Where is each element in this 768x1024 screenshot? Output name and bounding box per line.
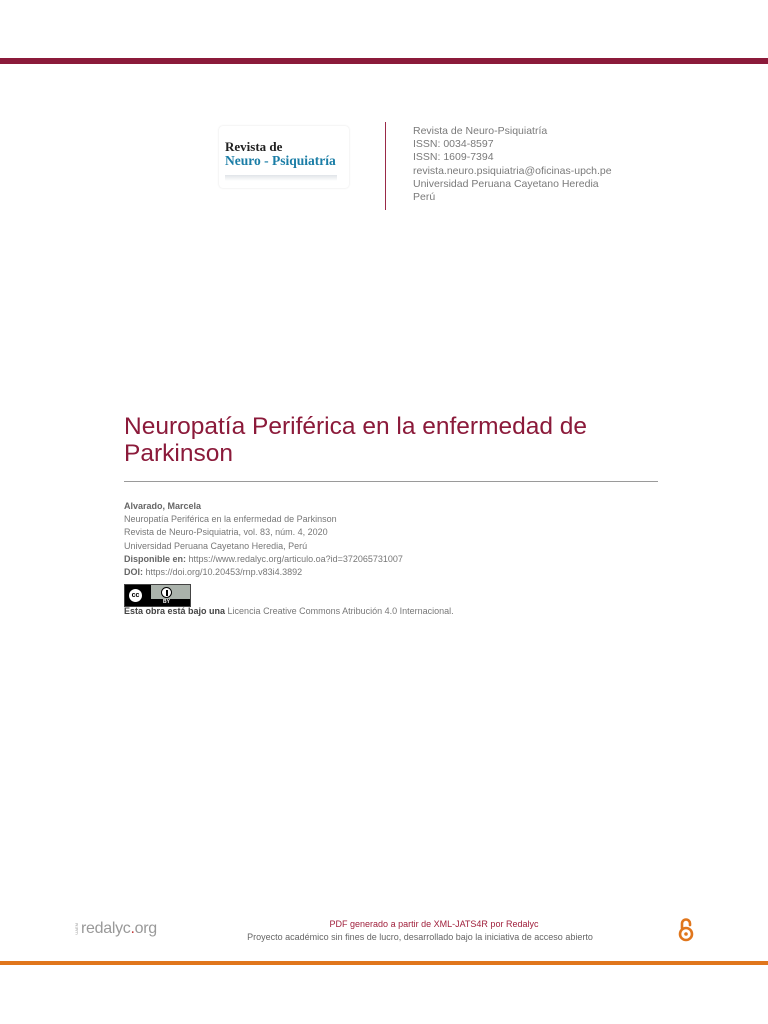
footer-project-note: Proyecto académico sin fines de lucro, desarrollado bajo la iniciativa de acceso abierto xyxy=(247,932,593,942)
license-statement xyxy=(124,606,454,616)
top-accent-bar xyxy=(0,58,768,64)
redalyc-word-org: org xyxy=(134,920,157,937)
creative-commons-badge[interactable] xyxy=(124,584,191,607)
redalyc-word-dot: . xyxy=(130,920,135,937)
article-university: Universidad Peruana Cayetano Heredia, Perú xyxy=(124,540,308,551)
doi-label: DOI: xyxy=(124,567,143,578)
logo-line-2: Neuro - Psiquiatría xyxy=(225,153,336,168)
title-divider xyxy=(124,481,658,482)
cc-by-label: BY xyxy=(163,599,170,605)
article-title-line: Neuropatía Periférica en la enfermedad de Parkinson xyxy=(124,514,337,525)
article-title: Neuropatía Periférica en la enfermedad de Parkinson xyxy=(124,413,588,467)
cc-badge-strip xyxy=(151,599,190,606)
license-link[interactable]: Licencia Creative Commons Atribución 4.0 Internacional. xyxy=(227,606,454,616)
bottom-accent-bar xyxy=(0,961,768,965)
header-divider xyxy=(385,122,386,210)
journal-publisher: Universidad Peruana Cayetano Heredia xyxy=(413,177,599,190)
logo-line-1: Revista de xyxy=(225,139,283,154)
attribution-person-icon xyxy=(161,587,172,598)
journal-name: Revista de Neuro-Psiquiatría xyxy=(413,125,548,137)
open-access-icon xyxy=(678,917,694,942)
journal-email[interactable]: revista.neuro.psiquiatria@oficinas-upch.pe xyxy=(413,164,612,177)
article-author: Alvarado, Marcela xyxy=(124,501,202,511)
doi-link[interactable]: https://doi.org/10.20453/rnp.v83i4.3892 xyxy=(145,567,303,578)
logo-reflection xyxy=(225,175,337,181)
redalyc-word-red: red xyxy=(81,920,104,937)
uaem-label: UAEM xyxy=(74,923,79,935)
journal-country: Perú xyxy=(413,191,436,204)
redalyc-word-alyc: alyc xyxy=(103,920,131,937)
cc-icon-text: cc xyxy=(131,592,140,599)
available-link[interactable]: https://www.redalyc.org/articulo.oa?id=372065731007 xyxy=(188,553,403,564)
issn-print: ISSN: 0034-8597 xyxy=(413,138,494,151)
footer-generated-note: PDF generado a partir de XML-JATS4R por Redalyc xyxy=(329,919,539,929)
available-label: Disponible en: xyxy=(124,553,187,564)
redalyc-logo[interactable] xyxy=(74,920,157,938)
issn-electronic: ISSN: 1609-7394 xyxy=(413,151,494,164)
journal-info xyxy=(413,125,612,204)
license-lead: Esta obra está bajo una xyxy=(124,606,226,616)
article-citation: Revista de Neuro-Psiquiatria, vol. 83, núm. 4, 2020 xyxy=(124,527,328,538)
cc-icon xyxy=(127,587,144,604)
journal-logo xyxy=(219,126,349,188)
article-metadata xyxy=(124,500,403,579)
